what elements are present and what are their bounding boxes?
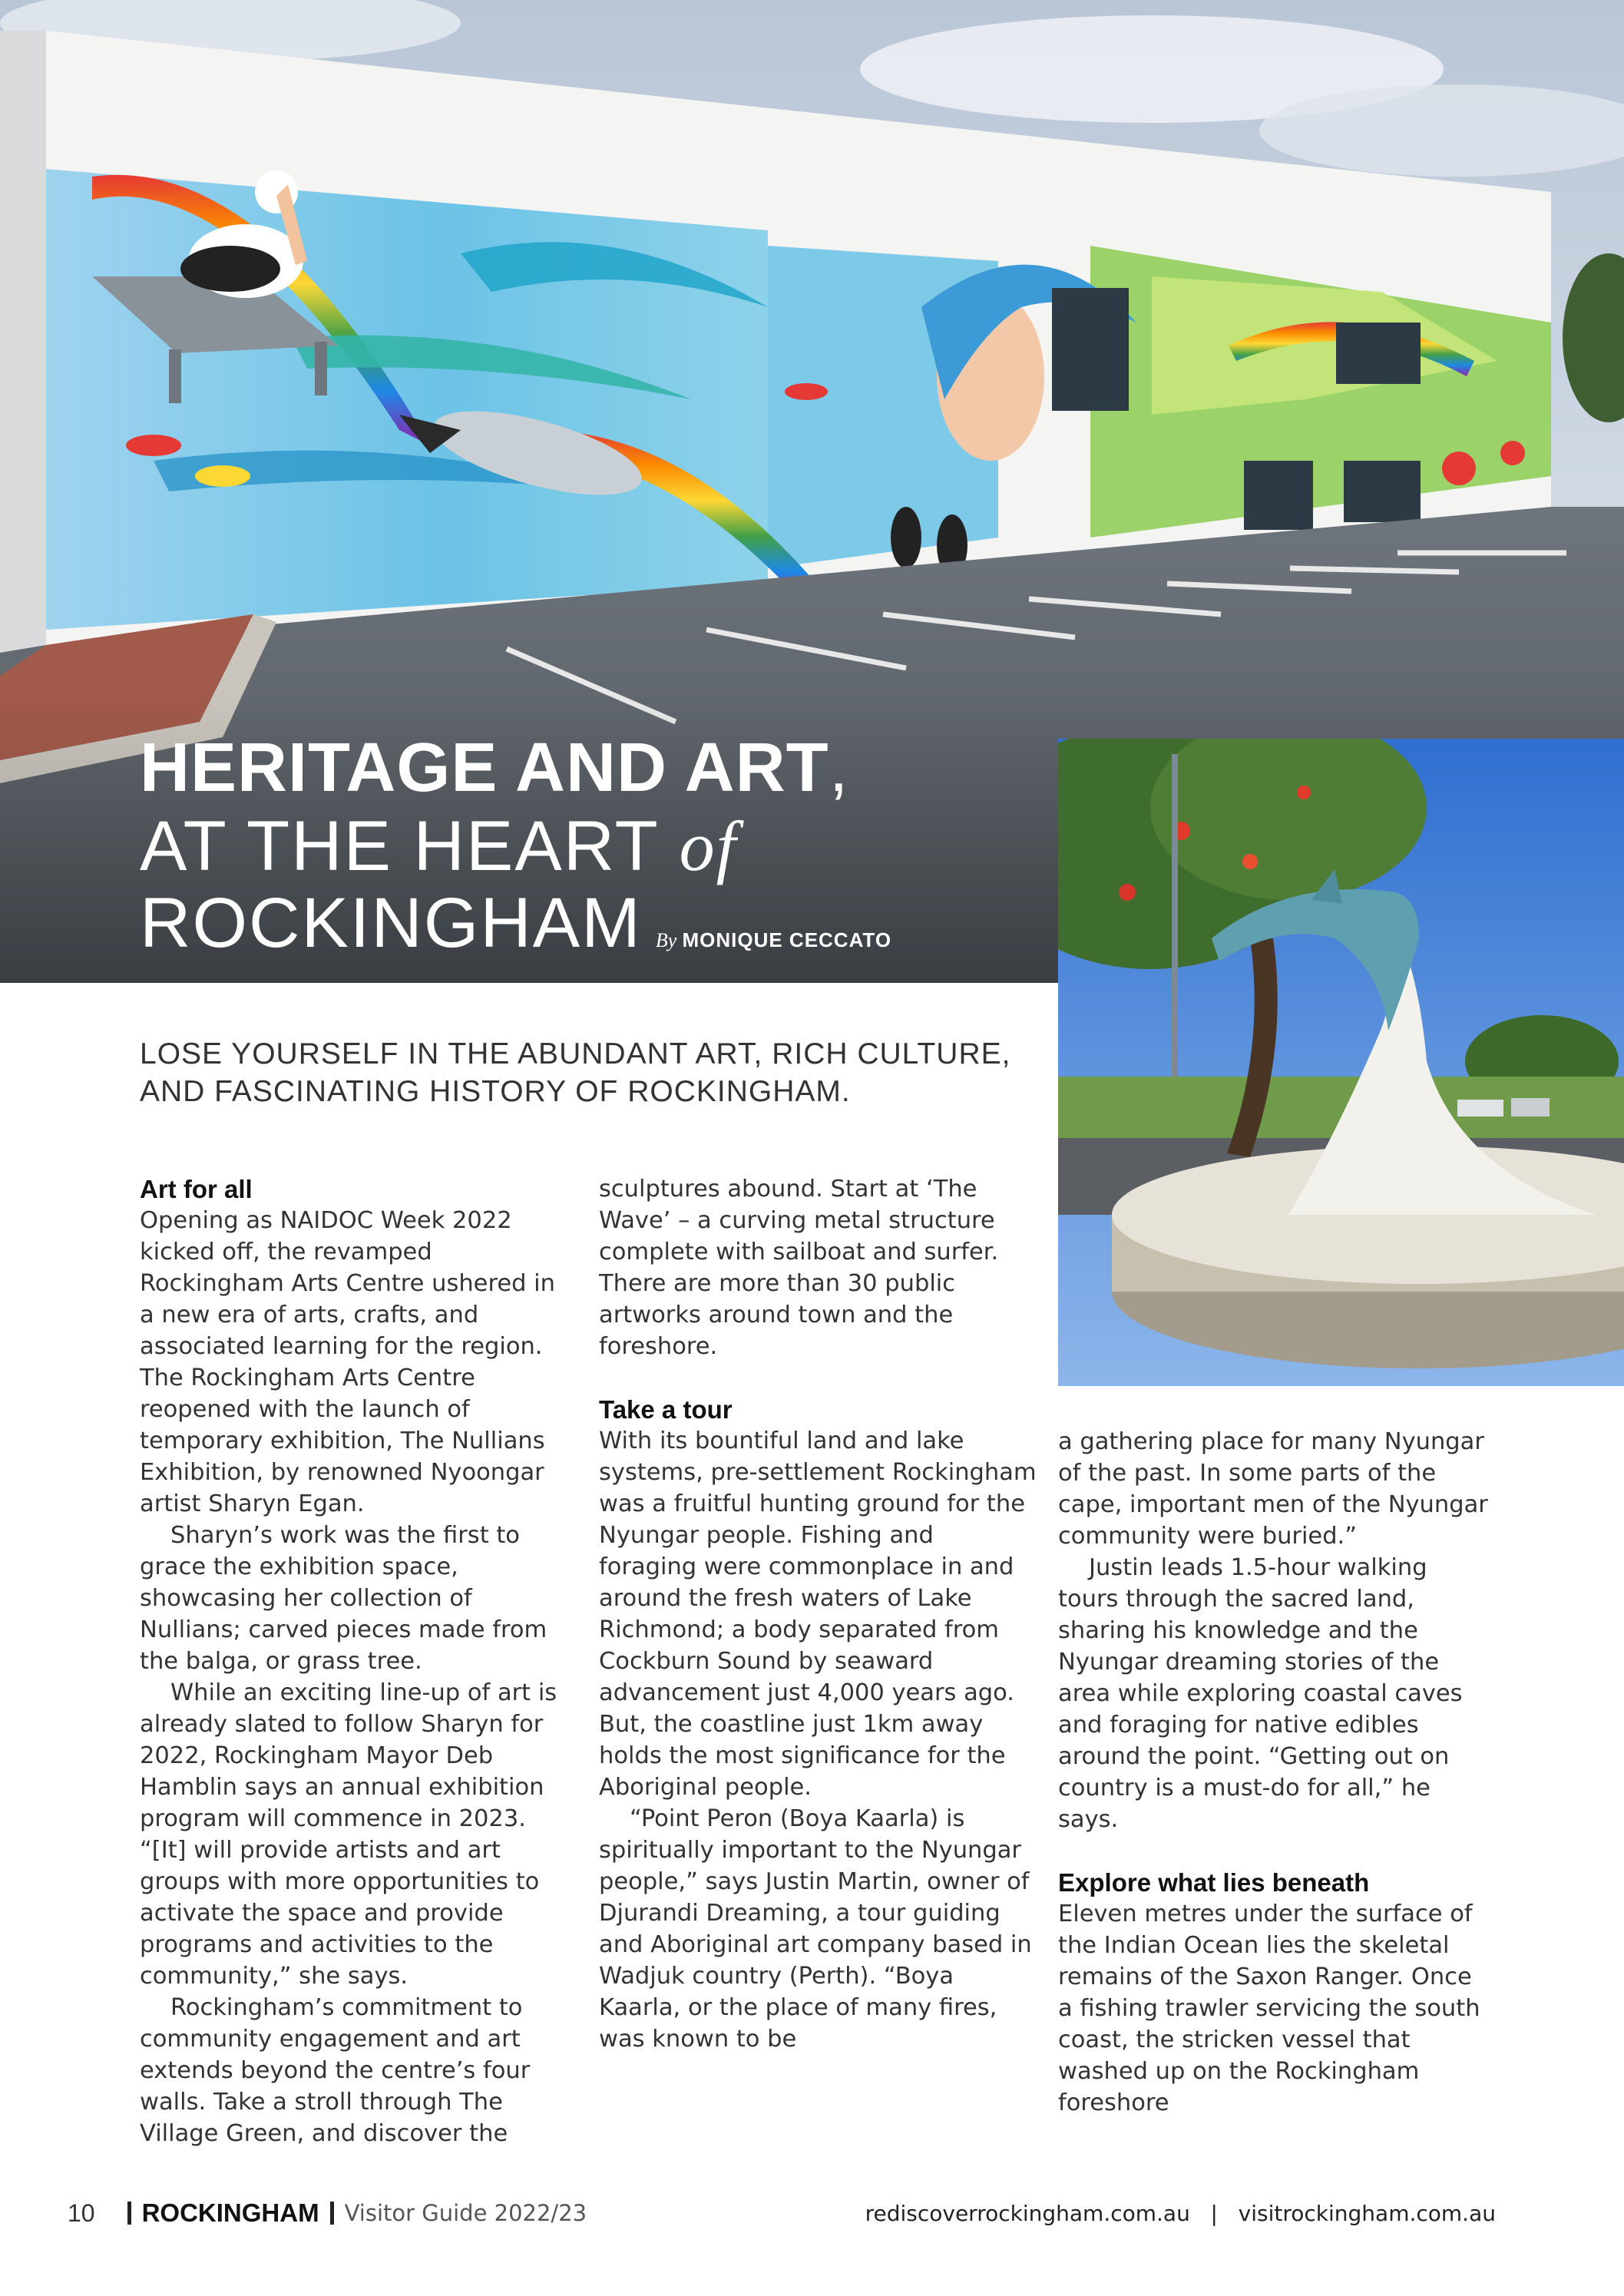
- headline-line-3-text: ROCKINGHAM: [140, 884, 642, 962]
- footer-guide-title: Visitor Guide 2022/23: [344, 2200, 587, 2226]
- footer-brand: ROCKINGHAM: [141, 2198, 319, 2227]
- headline-bold-text: HERITAGE AND ART: [140, 729, 829, 806]
- intro-deck: LOSE YOURSELF IN THE ABUNDANT ART, RICH CULTURE, AND FASCINATING HISTORY OF ROCKINGHAM.: [140, 1037, 1011, 1108]
- paragraph: Justin leads 1.5-hour walking tours through the sacred land, sharing his knowledge and the Nyungar dreaming stories of the area while exploring coastal caves and foraging for native edibles around the point. “Getting out on country is a must-do for all,” he says.: [1058, 1554, 1463, 1833]
- byline-author: MONIQUE CECCATO: [682, 928, 892, 951]
- spacer: [599, 1362, 1037, 1394]
- paragraph: Rockingham’s commitment to community engagement and art extends beyond the centre’s four walls. Take a stroll through The Village Green, and discover the: [140, 1994, 531, 2147]
- headline-italic-of: of: [679, 807, 738, 885]
- section-heading-take-a-tour: Take a tour: [599, 1395, 733, 1424]
- headline-line-3: [140, 885, 1061, 979]
- paragraph: Opening as NAIDOC Week 2022 kicked off, the revamped Rockingham Arts Centre ushered in a new era of arts, crafts, and associated learning for the region. The Rockingham Arts Centre reopened with the launch of temporary exhibition, The Nullians Exhibition, by renowned Nyoongar artist Sharyn Egan.: [140, 1207, 555, 1517]
- byline-prefix: By: [655, 929, 677, 951]
- dolphin-sculpture-illustration: [1058, 739, 1624, 1386]
- headline-line-2: [140, 808, 1061, 885]
- section-heading-explore-beneath: Explore what lies beneath: [1058, 1868, 1370, 1897]
- footer-url-visit[interactable]: visitrockingham.com.au: [1238, 2200, 1496, 2226]
- paragraph: Eleven metres under the surface of the Indian Ocean lies the skeletal remains of the Saxon Ranger. Once a fishing trawler servicing the south coast, the stricken vessel that washed up on the Rockingham foreshore: [1058, 1901, 1480, 2116]
- paragraph: a gathering place for many Nyungar of the past. In some parts of the cape, important men of the Nyungar community were buried.”: [1058, 1428, 1488, 1550]
- footer-url-separator: |: [1210, 2200, 1218, 2226]
- paragraph: With its bountiful land and lake systems, pre-settlement Rockingham was a fruitful hunting ground for the Nyungar people. Fishing and foraging were commonplace in and around the fresh waters of Lake Richmond; a body separated from Cockburn Sound by seaward advancement just 4,000 years ago. But, the coastline just 1km away holds the most significance for the Aboriginal people.: [599, 1428, 1037, 1801]
- paragraph: “Point Peron (Boya Kaarla) is spiritually important to the Nyungar people,” says Justin Martin, owner of Djurandi Dreaming, a tour guiding and Aboriginal art company based in Wadjuk country (Perth). “Boya Kaarla, or the place of many fires, was known to be: [599, 1805, 1032, 2053]
- headline-line-1: [140, 728, 1061, 808]
- page-footer: [68, 2196, 1496, 2230]
- page-number: 10: [68, 2198, 95, 2227]
- footer-divider: [330, 2202, 334, 2225]
- article-column-2: [599, 1173, 1037, 2055]
- footer-url-rediscover[interactable]: rediscoverrockingham.com.au: [865, 2200, 1190, 2226]
- paragraph: Sharyn’s work was the first to grace the exhibition space, showcasing her collection of Nullians; carved pieces made from the balga, or grass tree.: [140, 1522, 547, 1675]
- paragraph: While an exciting line-up of art is already slated to follow Sharyn for 2022, Rockingham Mayor Deb Hamblin says an annual exhibition program will commence in 2023. “[It] will provide artists and art groups with more opportunities to activate the space and provide programs and activities to the community,” she says.: [140, 1679, 557, 1990]
- footer-divider: [127, 2202, 131, 2225]
- article-column-1: [140, 1173, 574, 2149]
- footer-urls: [865, 2201, 1496, 2226]
- headline-line-2-text: AT THE HEART: [140, 807, 680, 885]
- section-heading-art-for-all: Art for all: [140, 1175, 253, 1203]
- article-headline: [140, 728, 1061, 979]
- article-column-3: [1058, 1426, 1488, 2119]
- spacer: [1058, 1835, 1488, 1867]
- headline-comma: ,: [829, 729, 849, 806]
- dolphin-sculpture-photo: [1058, 739, 1624, 1386]
- paragraph: sculptures abound. Start at ‘The Wave’ – a curving metal structure complete with sailboat and surfer. There are more than 30 public artworks around town and the foreshore.: [599, 1176, 999, 1360]
- byline: [656, 928, 891, 951]
